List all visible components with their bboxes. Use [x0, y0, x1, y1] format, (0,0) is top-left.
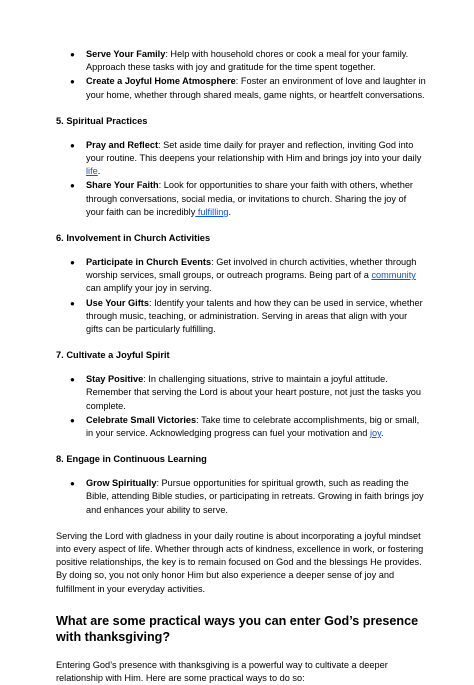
list-item: ● Share Your Faith: Look for opportunities to share your faith with others, whether through conversations, social media, or invitations to church. Sharing the joy of your faith can be incredibly fulfilling. — [70, 180, 413, 217]
list-item: ● Serve Your Family: Help with household chores or cook a meal for your family. Approach these tasks with joy and gratitude for the time spent together. — [70, 49, 409, 73]
bullet-icon: ● — [70, 415, 75, 425]
list-item: ● Create a Joyful Home Atmosphere: Foster an environment of love and laughter in your home, whether through shared meals, game nights, or heartfelt conversations. — [70, 76, 426, 100]
bullet-icon: ● — [70, 375, 75, 385]
fulfilling-link[interactable]: fulfilling — [195, 206, 229, 217]
summary-paragraph: Serving the Lord with gladness in your daily routine is about incorporating a joyful mindset into every aspect of life. Whether through acts of kindness, excellence in work, or fostering positive relationships, the key is to remain focused on God and the blessings He provides. By doing so, you not only honor Him but also experience a deeper sense of joy and fulfillment in your everyday activities. — [56, 530, 424, 594]
list-item: ● Stay Positive: In challenging situations, strive to maintain a joyful attitude. Remember that serving the Lord is about your heart posture, not just the tasks you complete. — [70, 374, 422, 411]
bullet-icon: ● — [70, 479, 75, 489]
document-body — [56, 48, 426, 685]
spiritual-practices-list — [56, 139, 426, 219]
joyful-spirit-list — [56, 373, 426, 440]
joy-link[interactable]: joy — [369, 428, 382, 439]
list-item: ● Celebrate Small Victories: Take time to celebrate accomplishments, big or small, in your service. Acknowledging progress can fuel your motivation and joy. — [70, 414, 420, 439]
bullet-icon: ● — [70, 181, 75, 191]
continuous-learning-list — [56, 477, 426, 517]
community-link[interactable]: community — [371, 270, 416, 281]
bullet-icon: ● — [70, 258, 75, 268]
bullet-icon: ● — [70, 298, 75, 308]
list-item: ● Participate in Church Events: Get involved in church activities, whether through worship services, small groups, or outreach programs. Being part of a community can amplify your joy in serving. — [70, 257, 417, 294]
intro-paragraph: Entering God’s presence with thanksgiving is a powerful way to cultivate a deeper relationship with Him. Here are some practical ways to do so: — [56, 659, 388, 684]
list-item: ● Use Your Gifts: Identify your talents and how they can be used in service, whether through music, teaching, or administration. Serving in areas that align with your gifts can be particularly fulfilling. — [70, 297, 423, 335]
list-item: ● Pray and Reflect: Set aside time daily for prayer and reflection, inviting God into your routine. This deepens your relationship with Him and brings joy into your daily life. — [70, 139, 422, 177]
section-heading-continuous-learning: 8. Engage in Continuous Learning — [56, 454, 207, 465]
bullet-icon: ● — [70, 77, 75, 87]
section-heading-spiritual-practices: 5. Spiritual Practices — [56, 115, 148, 126]
section-heading-church-activities: 6. Involvement in Church Activities — [56, 233, 211, 244]
church-activities-list — [56, 256, 426, 336]
bullet-icon: ● — [70, 140, 75, 150]
section-heading-joyful-spirit: 7. Cultivate a Joyful Spirit — [56, 350, 170, 361]
list-item: ● Grow Spiritually: Pursue opportunities for spiritual growth, such as reading the Bible, attending Bible studies, or participating in retreats. Growing in faith brings joy and enhances your ability to serve. — [70, 478, 424, 515]
question-heading: What are some practical ways you can enter God’s presence with thanksgiving? — [56, 613, 419, 645]
bullet-icon: ● — [70, 50, 75, 59]
life-link[interactable]: life — [86, 166, 98, 177]
family-list — [56, 48, 426, 102]
